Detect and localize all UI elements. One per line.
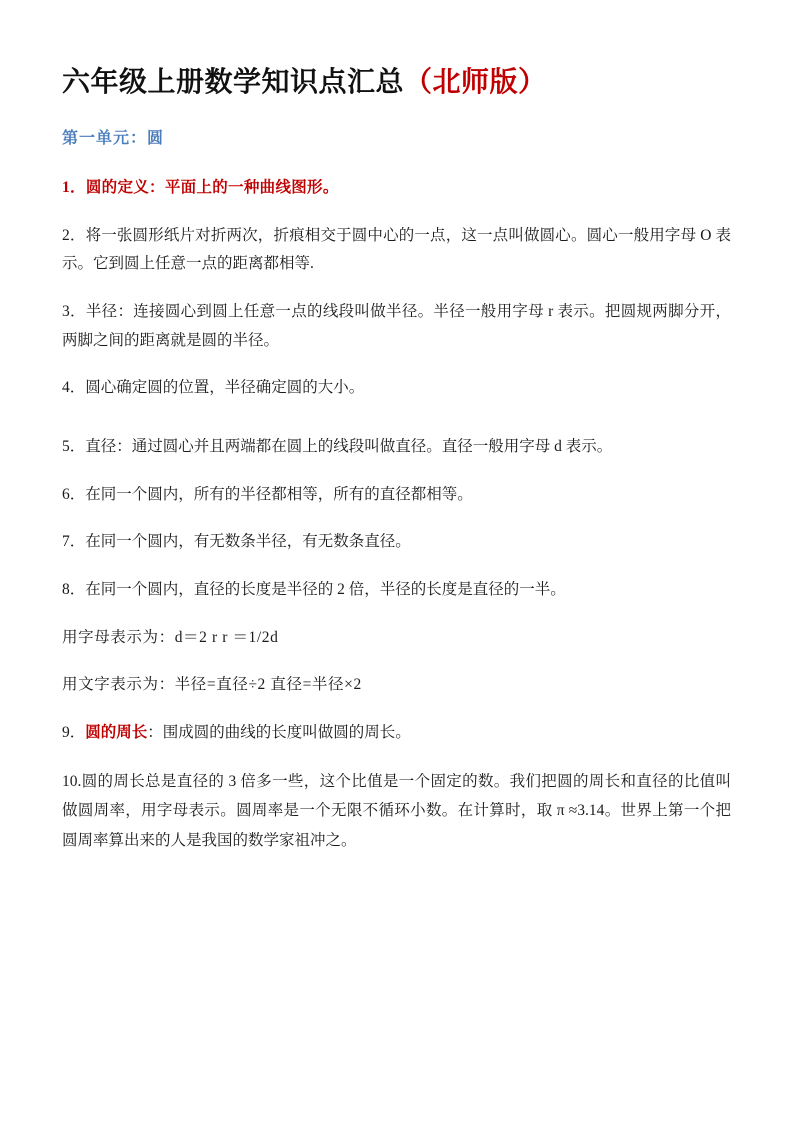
knowledge-item-9-suffix: ：围成圆的曲线的长度叫做圆的周长。 [147,724,411,742]
knowledge-item-4: 4．圆心确定圆的位置，半径确定圆的大小。 [62,379,365,397]
knowledge-item-1: 1．圆的定义：平面上的一种曲线图形。 [62,179,339,196]
knowledge-item-6: 6．在同一个圆内，所有的半径都相等，所有的直径都相等。 [62,485,473,503]
knowledge-item-2: 2．将一张圆形纸片对折两次，折痕相交于圆中心的一点，这一点叫做圆心。圆心一般用字母 O 表示。它到圆上任意一点的距离都相等. [62,226,731,273]
page-title-main: 六年级上册数学知识点汇总 [62,65,405,98]
formula-words: 用文字表示为：半径=直径÷2 直径=半径×2 [62,676,362,694]
knowledge-item-5: 5．直径：通过圆心并且两端都在圆上的线段叫做直径。直径一般用字母 d 表示。 [62,438,613,456]
page-title-edition: （北师版） [404,65,547,98]
unit-heading: 第一单元：圆 [62,130,165,147]
formula-letters: 用字母表示为：d＝2 r r ＝1/2d [62,628,279,646]
page-title [62,64,731,99]
knowledge-item-9 [62,719,731,748]
knowledge-item-10: 10.圆的周长总是直径的 3 倍多一些，这个比值是一个固定的数。我们把圆的周长和直径的比值叫做圆周率，用字母表示。圆周率是一个无限不循环小数。在计算时，取 π ≈3.14。世界上第一个把圆周率算出来的人是我国的数学家祖冲之。 [62,772,731,849]
knowledge-item-3: 3．半径：连接圆心到圆上任意一点的线段叫做半径。半径一般用字母 r 表示。把圆规两脚分开，两脚之间的距离就是圆的半径。 [62,303,731,349]
knowledge-item-9-keyword: 圆的周长 [85,724,148,742]
knowledge-item-7: 7．在同一个圆内，有无数条半径，有无数条直径。 [62,533,411,551]
knowledge-item-9-prefix: 9． [62,724,86,742]
knowledge-item-8: 8．在同一个圆内，直径的长度是半径的 2 倍，半径的长度是直径的一半。 [62,581,566,599]
